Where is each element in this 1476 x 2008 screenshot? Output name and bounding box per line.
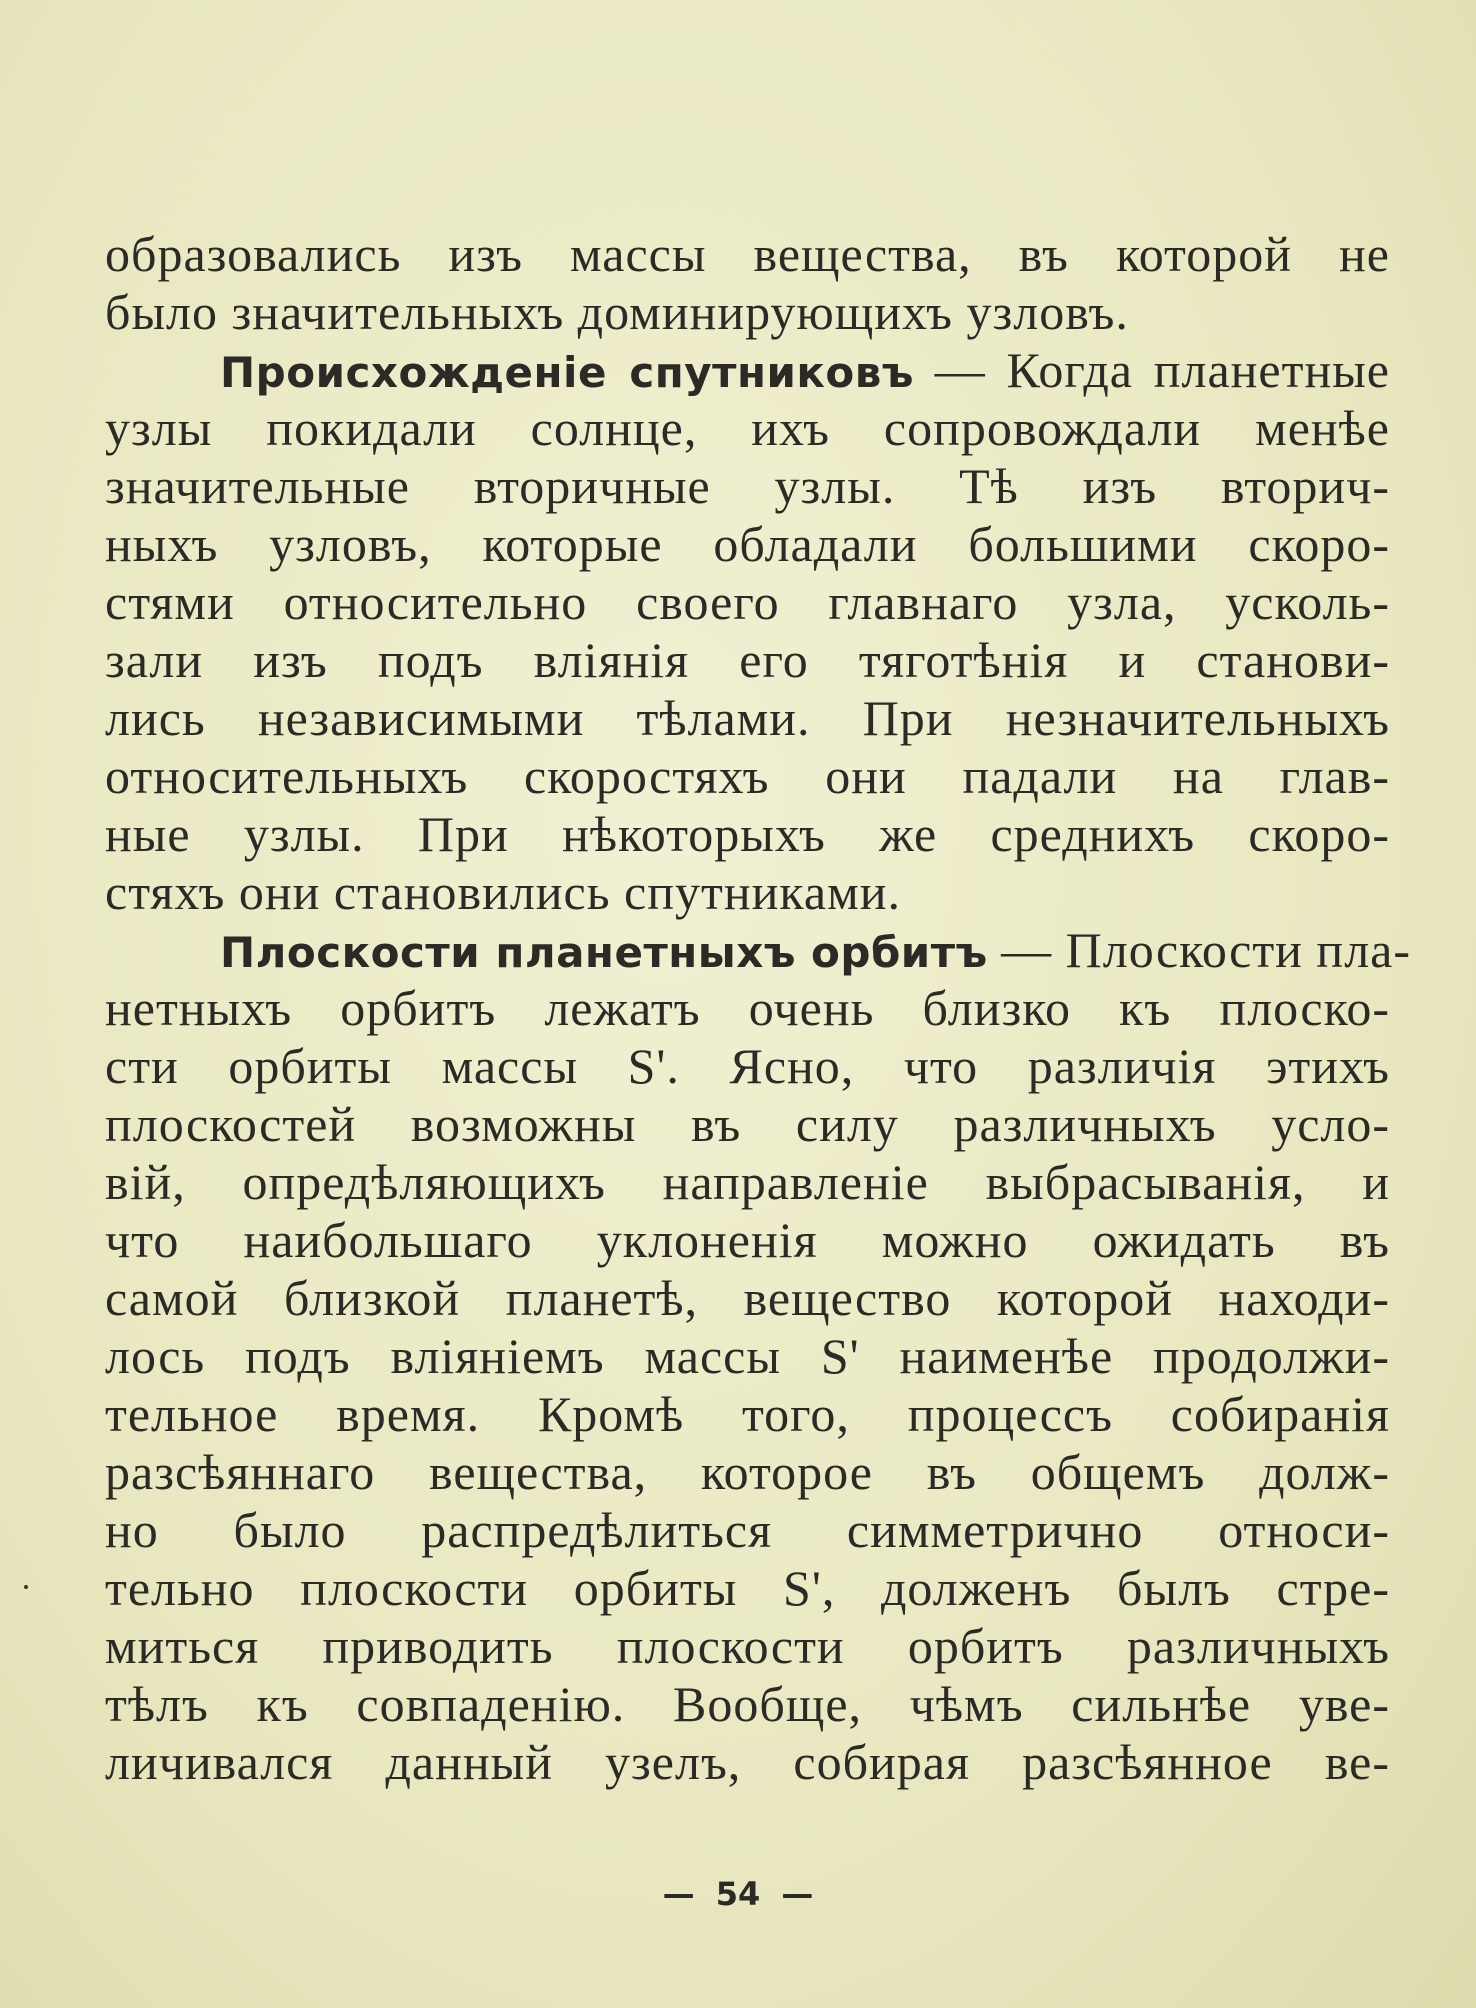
- body-text: [105, 225, 1411, 1791]
- text-line: образовались изъ массы вещества, въ которой не: [105, 226, 1390, 282]
- text-line: зали изъ подъ вліянія его тяготѣнія и станови-: [105, 632, 1390, 688]
- text-line: лись независимыми тѣлами. При незначительныхъ: [105, 690, 1390, 746]
- text-line: но было распредѣлиться симметрично относи-: [105, 1502, 1390, 1558]
- text-line: личивался данный узелъ, собирая разсѣянное ве-: [105, 1734, 1390, 1790]
- text-line: тельно плоскости орбиты S', долженъ былъ стре-: [105, 1560, 1390, 1616]
- section-first-line: [105, 921, 1411, 979]
- text-line: ныхъ узловъ, которые обладали большими скоро-: [105, 516, 1390, 572]
- text-fragment: Когда планетные: [1006, 342, 1390, 398]
- text-line: сти орбиты массы S'. Ясно, что различія этихъ: [105, 1038, 1390, 1094]
- text-line: что наибольшаго уклоненія можно ожидать въ: [105, 1212, 1390, 1268]
- text-line: было значительныхъ доминирующихъ узловъ.: [105, 284, 1129, 340]
- text-line: нетныхъ орбитъ лежатъ очень близко къ плоско-: [105, 980, 1390, 1036]
- text-line: миться приводить плоскости орбитъ различныхъ: [105, 1618, 1390, 1674]
- text-line: разсѣяннаго вещества, которое въ общемъ долж-: [105, 1444, 1390, 1500]
- heading-dash: —: [913, 342, 1007, 398]
- section-heading-orbit-planes: Плоскости планетныхъ орбитъ: [220, 928, 988, 977]
- section-first-line: [105, 341, 1390, 399]
- text-fragment: Плоскости пла-: [1065, 922, 1411, 978]
- text-line: стяхъ они становились спутниками.: [105, 864, 901, 920]
- text-line: вій, опредѣляющихъ направленіе выбрасыванія, и: [105, 1154, 1390, 1210]
- text-line: плоскостей возможны въ силу различныхъ усло-: [105, 1096, 1390, 1152]
- section-heading-satellites: Происхожденіе спутниковъ: [220, 348, 914, 397]
- text-line: лось подъ вліяніемъ массы S' наименѣе продолжи-: [105, 1328, 1390, 1384]
- text-line: ные узлы. При нѣкоторыхъ же среднихъ скоро-: [105, 806, 1390, 862]
- text-line: тельное время. Кромѣ того, процессъ собиранія: [105, 1386, 1390, 1442]
- text-line: стями относительно своего главнаго узла, усколь-: [105, 574, 1390, 630]
- paper-speck: [24, 1585, 28, 1589]
- text-line: самой близкой планетѣ, вещество которой находи-: [105, 1270, 1390, 1326]
- text-line: узлы покидали солнце, ихъ сопровождали менѣе: [105, 400, 1390, 456]
- text-line: тѣлъ къ совпаденію. Вообще, чѣмъ сильнѣе уве-: [105, 1676, 1390, 1732]
- text-line: значительные вторичные узлы. Тѣ изъ вторич-: [105, 458, 1390, 514]
- page-number: — 54 —: [662, 1875, 814, 1913]
- heading-dash: —: [987, 922, 1066, 978]
- text-line: относительныхъ скоростяхъ они падали на глав-: [105, 748, 1390, 804]
